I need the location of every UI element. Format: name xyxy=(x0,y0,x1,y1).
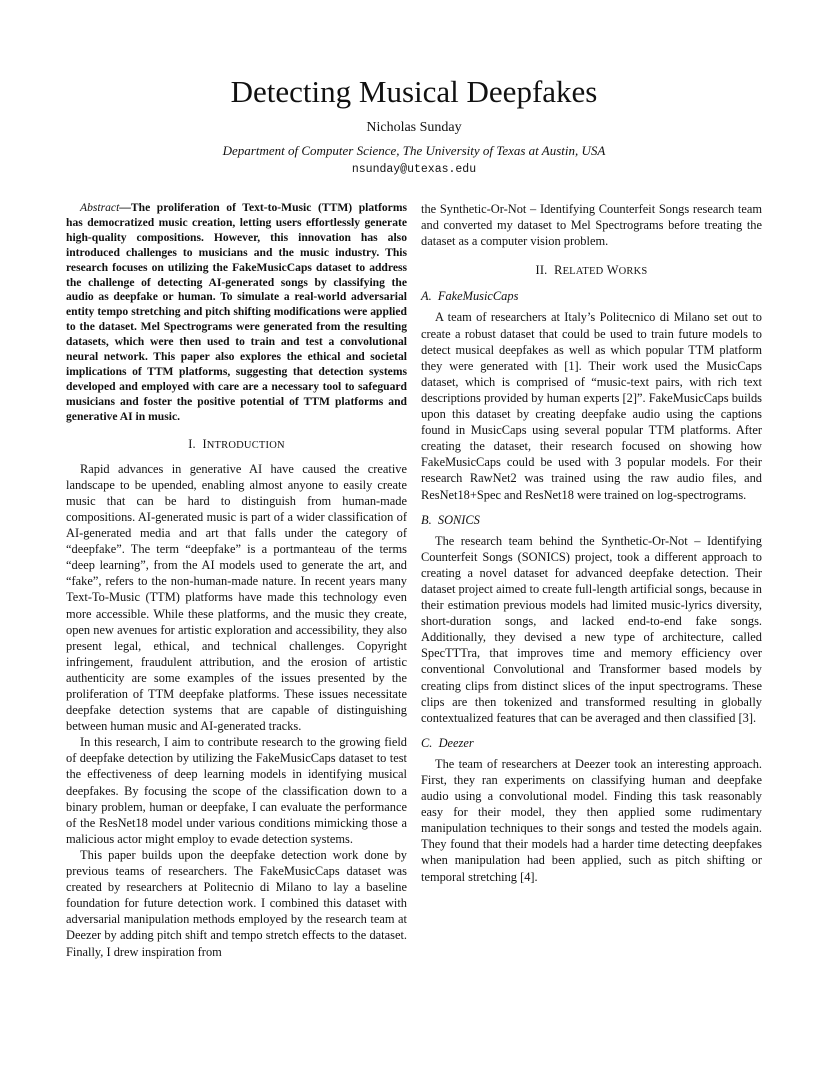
right-column xyxy=(421,201,762,885)
subsection-title: Deezer xyxy=(438,735,474,750)
subsection-heading-deezer xyxy=(421,735,762,751)
intro-paragraph-3-continuation: the Synthetic-Or-Not – Identifying Counterfeit Songs research team and converted my dataset to Mel Spectrograms before treating the dataset as a computer vision problem. xyxy=(421,202,762,249)
subsection-label: A. xyxy=(421,289,432,304)
section-title-rest: ELATED xyxy=(562,266,604,278)
abstract-label: Abstract xyxy=(80,201,120,214)
intro-paragraph-1: Rapid advances in generative AI have caused the creative landscape to be upended, enabling almost anyone to easily create music that can be hard to distinguish from human-made compositions. AI-generated music is part of a wider classification of AI-generated media and art that falls under the category of “deepfake”. The term “deepfake” is a portmanteau of the terms “deep learning”, from the AI models used to generate the art, and “fake”, refers to the non-human-made nature. In recent years many Text-To-Music (TTM) platforms have made this technology even more accessible. While these platforms, and the music they create, open new avenues for artistic exploration and accessibility, they also present legal, ethical, and technical challenges. Copyright infringement, fraudulent attribution, and the erosion of artistic authenticity are some examples of the issues presented by the proliferation of TTM deepfake platforms. These issues necessitate deepfake detection systems that are capable of distinguishing between human music and AI-generated tracks. xyxy=(66,461,407,734)
author-email: nsunday@utexas.edu xyxy=(351,163,477,176)
paper-header xyxy=(0,72,828,176)
subsection-title: FakeMusicCaps xyxy=(437,289,519,304)
author-name: Nicholas Sunday xyxy=(366,120,462,135)
section-title-initial: W xyxy=(606,263,619,278)
paper-title: Detecting Musical Deepfakes xyxy=(230,74,598,109)
section-title-rest: ORKS xyxy=(618,266,648,278)
subsection-label: C. xyxy=(421,735,433,750)
section-title-initial: R xyxy=(554,263,563,278)
subsection-label: B. xyxy=(421,512,432,527)
intro-paragraph-2: In this research, I aim to contribute research to the growing field of deepfake detection by utilizing the FakeMusicCaps dataset to test the effectiveness of deep learning models in identifying musical deepfakes. By focusing the scope of the classification down to a binary problem, human or deepfake, I can evaluate the performance of the ResNet18 model under various conditions mimicking those a malicious actor might employ to evade detection systems. xyxy=(66,735,407,846)
subsection-paragraph-sonics: The research team behind the Synthetic-Or-Not – Identifying Counterfeit Songs (SONICS) project, took a different approach to creating a novel dataset for advanced deepfake detection. Their dataset project aimed to create full-length artificial songs, because in their estimation previous models had limited music-lyrics diversity, short-duration songs, and lacked end-to-end fake songs. Additionally, they devised a new type of architecture, called SpecTTTra, that improves time and memory efficiency over conventional Convolutional and Transformer based models by creating clips from distinct slices of the input spectrograms. These clips are then tokenized and transformed resulting in globally contextualized features that can be averaged and then classified [3]. xyxy=(421,533,762,725)
section-title-rest: NTRODUCTION xyxy=(206,439,285,451)
intro-paragraph-3: This paper builds upon the deepfake detection work done by previous teams of researchers. The FakeMusicCaps dataset was created by researchers at Politecnio di Milano to lay a baseline foundation for future detection work. I combined this dataset with adversarial manipulation methods employed by the research team at Deezer by adding pitch shift and tempo stretch effects to the dataset. Finally, I drew inspiration from xyxy=(66,847,407,959)
subsection-paragraph-fakemusiccaps: A team of researchers at Italy’s Politecnico di Milano set out to create a robust dataset that could be used to train future models to detect musical deepfakes as well as which popular TTM platform they were generated with [1]. Their work used the MusicCaps dataset, which is comprised of “music-text pairs, with rich text descriptions provided by human experts [2]”. FakeMusicCaps builds upon this dataset by creating deepfake audio using the captions found in MusicCaps using several popular TTM platforms. After creating the dataset, their research focused on showing how FakeMusicCaps could be used with 3 popular models. For their research RawNet2 was trained using the raw audio files, and ResNet18+Spec and ResNet18 were trained on log-spectrograms. xyxy=(421,310,762,502)
subsection-paragraph-deezer: The team of researchers at Deezer took an interesting approach. First, they ran experiments on classifying human and deepfake audio using a convolutional model. Finding this task reasonably easy for their model, they then applied some rudimentary manipulation techniques to their songs and tested the models again. They found that their models had a harder time detecting deepfakes when manipulation had been applied, such as pitch shifting or temporal stretching [4]. xyxy=(421,756,762,884)
section-number: I. xyxy=(188,436,196,451)
abstract-text: —The proliferation of Text-to-Music (TTM) platforms has democratized music creation, letting users effortlessly generate high-quality compositions. However, this innovation has also introduced challenges to musicians and the music industry. This research focuses on utilizing the FakeMusicCaps dataset to address the challenge of detecting AI-generated songs by classifying the audio as deepfake or human. To simulate a real-world adversarial entity tempo stretching and pitch shifting modifications were applied to the dataset. Mel Spectrograms were generated from the resulting datasets, which were then used to train and test a convolutional neural network. This paper also explores the ethical and societal implications of TTM platforms, suggesting that detection systems developed and employed with care are a necessary tool to safeguard musicians and foster the positive potential of TTM platforms and generative AI in music. xyxy=(66,201,407,423)
section-title-initial: I xyxy=(202,436,207,451)
section-heading-introduction xyxy=(66,436,407,454)
section-heading-related-works xyxy=(421,262,762,280)
subsection-heading-fakemusiccaps xyxy=(421,288,762,304)
left-column xyxy=(66,201,407,960)
author-affiliation: Department of Computer Science, The University of Texas at Austin, USA xyxy=(222,143,606,158)
section-number: II. xyxy=(535,263,548,278)
subsection-title: SONICS xyxy=(437,512,480,527)
abstract xyxy=(66,201,407,425)
subsection-heading-sonics xyxy=(421,512,762,528)
